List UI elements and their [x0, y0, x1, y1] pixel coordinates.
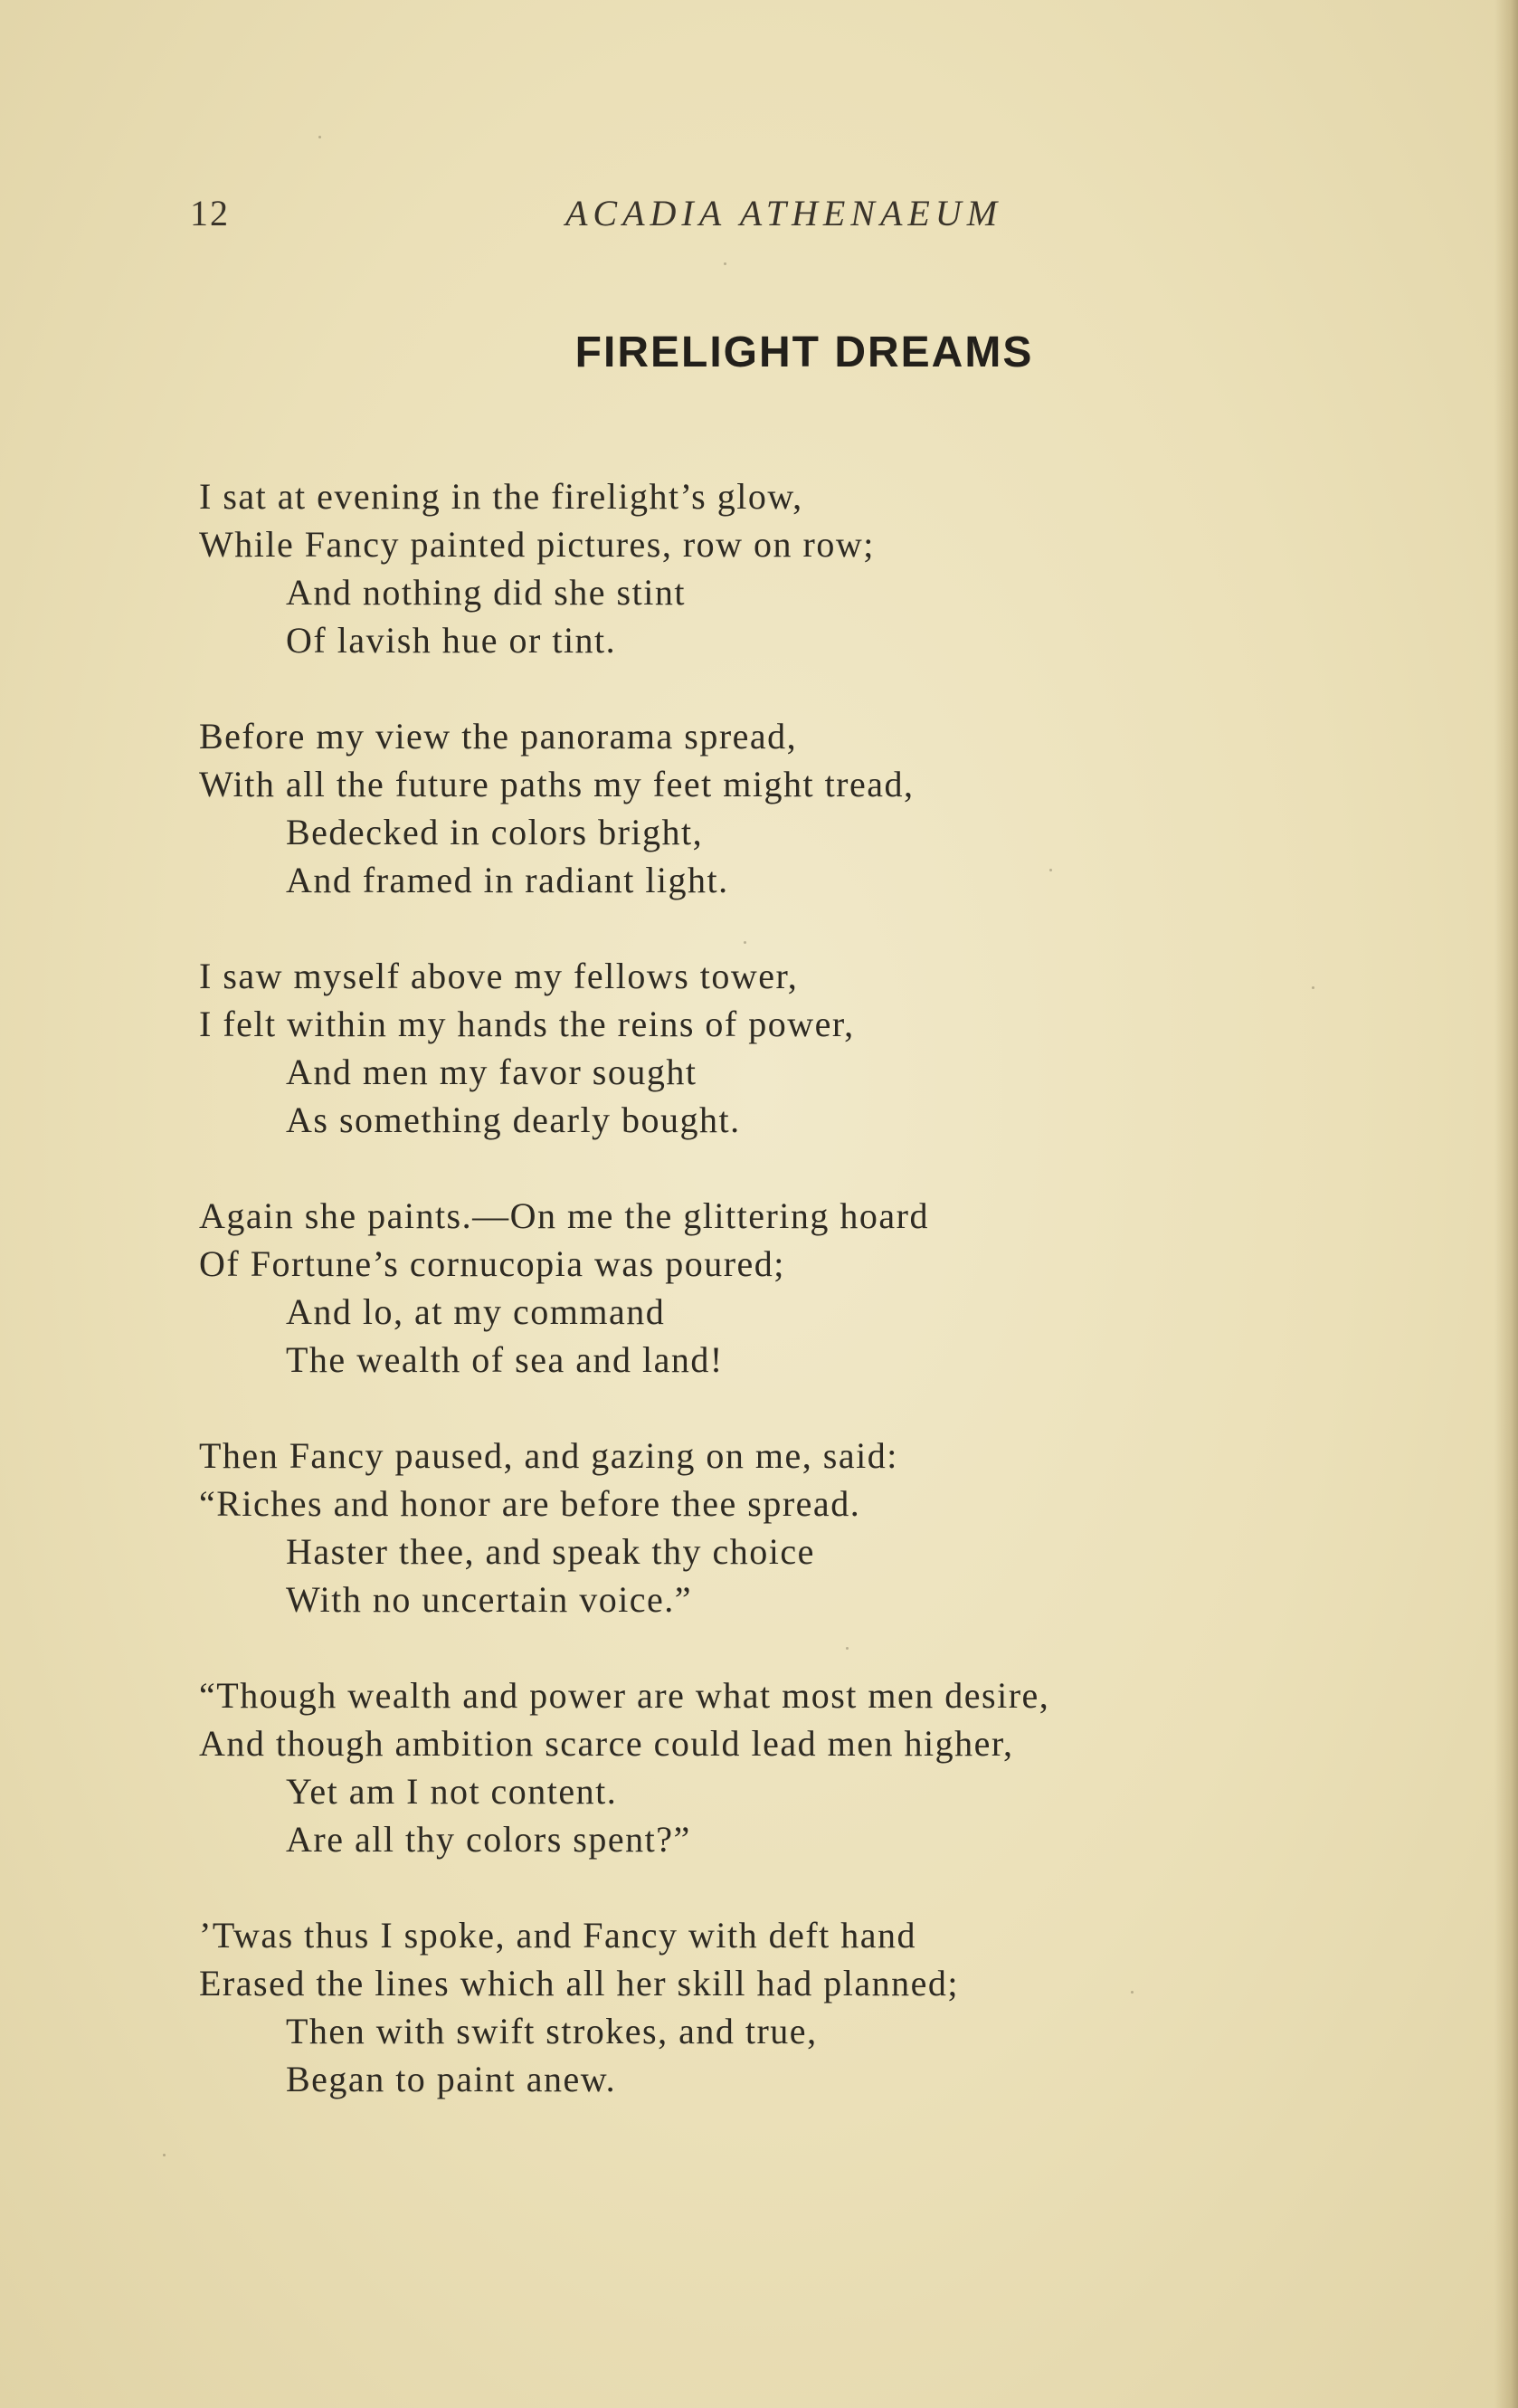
poem-line: Yet am I not content.: [286, 1771, 618, 1812]
poem-line: And framed in radiant light.: [286, 860, 729, 900]
poem-line: “Though wealth and power are what most men desire,: [199, 1675, 1050, 1716]
stanza-7: [199, 1911, 1375, 2103]
poem-line: With no uncertain voice.”: [286, 1579, 693, 1620]
page-number: 12: [190, 193, 230, 233]
poem-line: Before my view the panorama spread,: [199, 716, 798, 757]
journal-title: ACADIA ATHENAEUM: [565, 193, 1003, 233]
poem-line: Then with swift strokes, and true,: [286, 2011, 818, 2051]
poem-line: I felt within my hands the reins of power,: [199, 1004, 855, 1044]
poem-line: “Riches and honor are before thee spread.: [199, 1483, 861, 1524]
poem-line: Of Fortune’s cornucopia was poured;: [199, 1243, 785, 1284]
poem-line: And lo, at my command: [286, 1291, 666, 1332]
poem-line: With all the future paths my feet might tread,: [199, 764, 915, 804]
poem-line: I sat at evening in the firelight’s glow,: [199, 476, 803, 517]
poem-line: Then Fancy paused, and gazing on me, said:: [199, 1435, 898, 1476]
poem-line: While Fancy painted pictures, row on row;: [199, 524, 875, 565]
poem-line: I saw myself above my fellows tower,: [199, 956, 799, 996]
stanza-2: [199, 712, 1375, 904]
stanza-3: [199, 952, 1375, 1144]
poem-line: And nothing did she stint: [286, 572, 686, 613]
poem-line: And men my favor sought: [286, 1052, 697, 1092]
stanza-1: [199, 472, 1375, 664]
poem-title: FIRELIGHT DREAMS: [574, 328, 1034, 376]
poem-line: ’Twas thus I spoke, and Fancy with deft hand: [199, 1915, 917, 1956]
poem-line: Haster thee, and speak thy choice: [286, 1531, 815, 1572]
paper-speck: [318, 136, 321, 138]
paper-speck: [724, 262, 726, 265]
running-header: [190, 192, 1113, 243]
poem-line: Again she paints.—On me the glittering hoard: [199, 1195, 929, 1236]
poem-body: [199, 472, 1375, 2151]
stanza-4: [199, 1192, 1375, 1384]
paper-speck: [163, 2154, 166, 2156]
poem-line: Of lavish hue or tint.: [286, 620, 617, 661]
stanza-5: [199, 1432, 1375, 1623]
poem-line: The wealth of sea and land!: [286, 1339, 724, 1380]
poem-line: Bedecked in colors bright,: [286, 812, 704, 852]
poem-line: And though ambition scarce could lead men higher,: [199, 1723, 1014, 1764]
poem-line: As something dearly bought.: [286, 1099, 741, 1140]
poem-line: Erased the lines which all her skill had planned;: [199, 1963, 959, 2003]
poem-line: Are all thy colors spent?”: [286, 1819, 691, 1860]
poem-line: Began to paint anew.: [286, 2059, 617, 2099]
stanza-6: [199, 1671, 1375, 1863]
